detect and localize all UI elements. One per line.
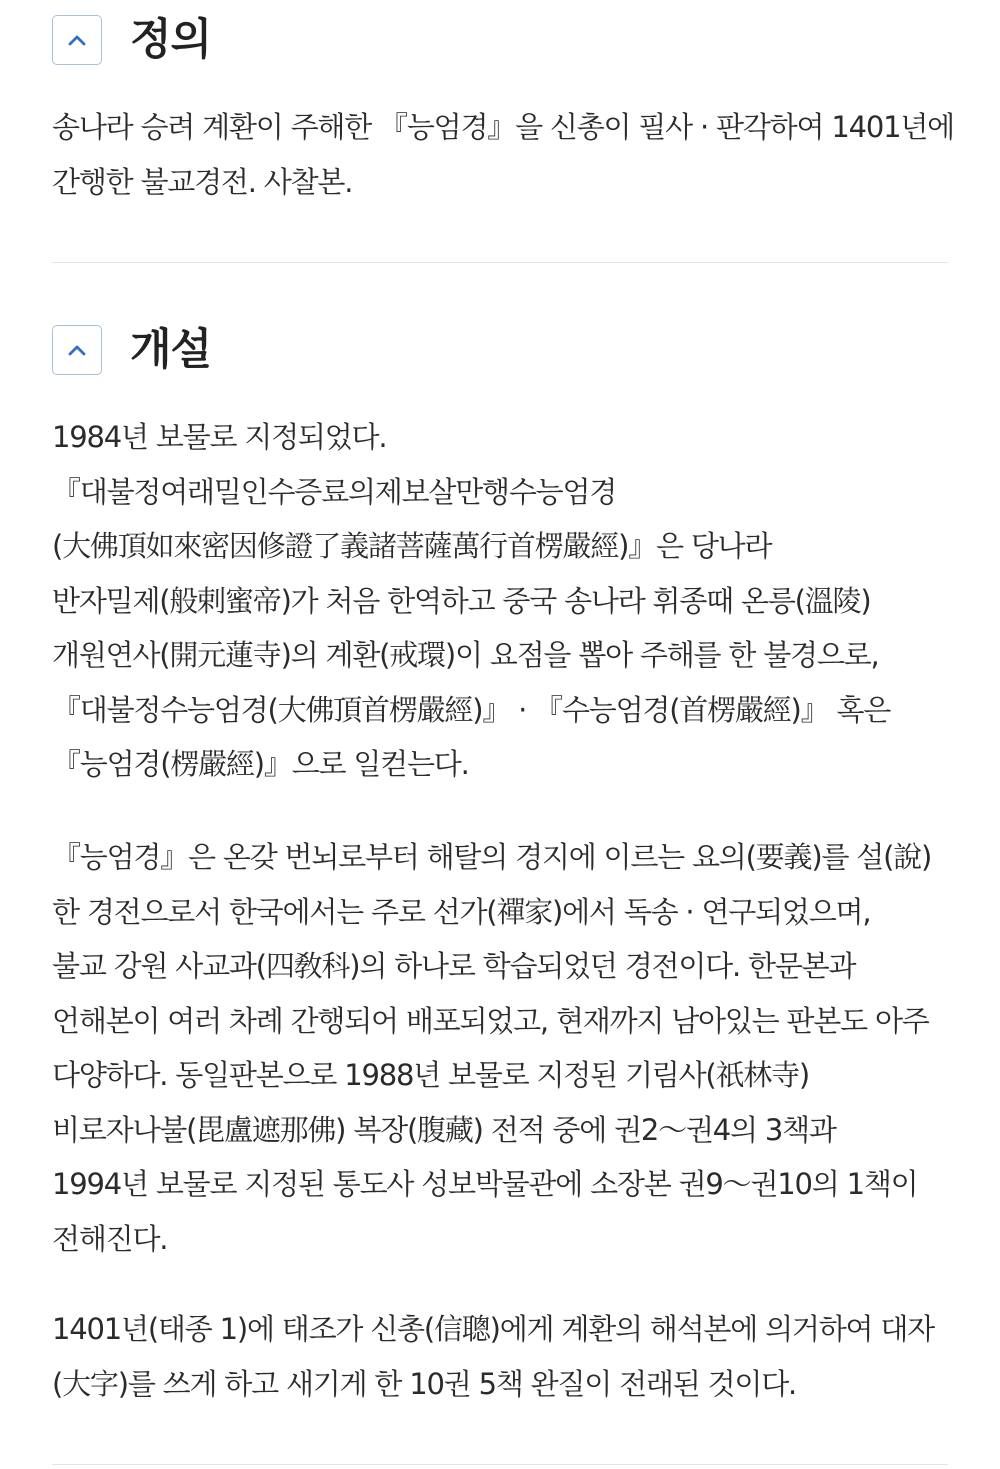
text-line: 다양하다. 동일판본으로 1988년 보물로 지정된 기림사(祇林寺) xyxy=(52,1058,810,1092)
text-line: 1994년 보물로 지정된 통도사 성보박물관에 소장본 권9～권10의 1책이 xyxy=(52,1167,918,1201)
overview-paragraph-3 xyxy=(52,1302,934,1411)
text-line: (大字)를 쓰게 하고 새기게 한 10권 5책 완질이 전래된 것이다. xyxy=(52,1366,797,1401)
collapse-overview-button[interactable] xyxy=(52,325,102,375)
text-line: 『능엄경』은 온갖 번뇌로부터 해탈의 경지에 이르는 요의(要義)를 설(說) xyxy=(52,840,932,874)
text-line: 불교 강원 사교과(四敎科)의 하나로 학습되었던 경전이다. 한문본과 xyxy=(52,949,856,983)
text-line: 『능엄경(楞嚴經)』으로 일컫는다. xyxy=(52,747,469,781)
text-line: 반자밀제(般剌蜜帝)가 처음 한역하고 중국 송나라 휘종때 온릉(溫陵) xyxy=(52,583,871,618)
text-line: 1401년(태종 1)에 태조가 신총(信聰)에게 계환의 해석본에 의거하여 대자 xyxy=(52,1312,934,1346)
text-line: 전해진다. xyxy=(52,1221,168,1256)
text-line: 언해본이 여러 차례 간행되어 배포되었고, 현재까지 남아있는 판본도 아주 xyxy=(52,1003,929,1038)
text-line: 『대불정수능엄경(大佛頂首楞嚴經)』 · 『수능엄경(首楞嚴經)』 혹은 xyxy=(52,692,891,727)
section-divider xyxy=(52,262,948,263)
overview-paragraph-1 xyxy=(52,410,890,792)
text-line: 송나라 승려 계환이 주해한 『능엄경』을 신총이 필사 · 판각하여 1401년에 xyxy=(52,110,954,144)
text-line: (大佛頂如來密因修證了義諸菩薩萬行首楞嚴經)』은 당나라 xyxy=(52,529,772,563)
text-line: 『대불정여래밀인수증료의제보살만행수능엄경 xyxy=(52,474,617,509)
section-header-definition xyxy=(52,14,211,66)
section-divider xyxy=(52,1464,948,1465)
section-title-overview: 개설 xyxy=(130,325,212,375)
text-line: 비로자나불(毘盧遮那佛) 복장(腹藏) 전적 중에 권2～권4의 3책과 xyxy=(52,1112,836,1147)
text-line: 간행한 불교경전. 사찰본. xyxy=(52,164,353,199)
section-title-definition: 정의 xyxy=(130,15,212,65)
text-line: 한 경전으로서 한국에서는 주로 선가(禪家)에서 독송 · 연구되었으며, xyxy=(52,894,871,929)
definition-paragraph xyxy=(52,100,954,209)
overview-paragraph-2 xyxy=(52,830,931,1266)
chevron-up-icon xyxy=(68,34,86,46)
collapse-definition-button[interactable] xyxy=(52,15,102,65)
text-line: 1984년 보물로 지정되었다. xyxy=(52,420,387,454)
text-line: 개원연사(開元蓮寺)의 계환(戒環)이 요점을 뽑아 주해를 한 불경으로, xyxy=(52,638,879,672)
chevron-up-icon xyxy=(68,344,86,356)
section-header-overview xyxy=(52,324,211,376)
